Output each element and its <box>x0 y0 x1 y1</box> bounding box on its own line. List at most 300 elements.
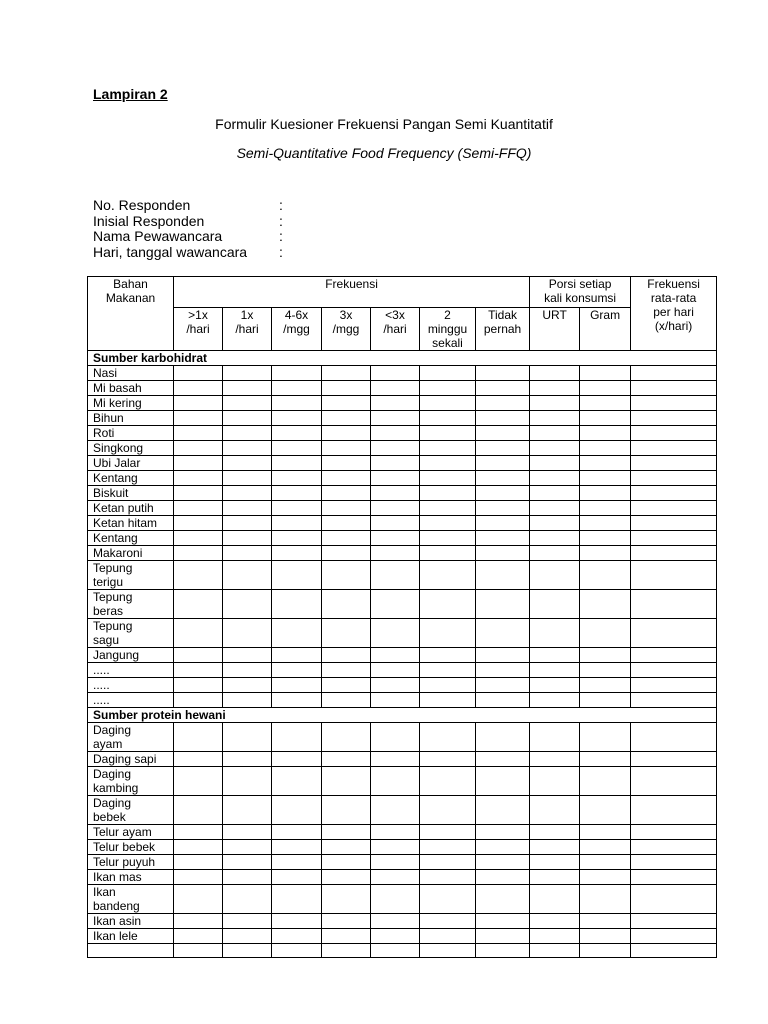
entry-cell[interactable] <box>420 396 476 411</box>
entry-cell[interactable] <box>371 456 420 471</box>
entry-cell[interactable] <box>420 456 476 471</box>
entry-cell[interactable] <box>223 767 272 796</box>
entry-cell[interactable] <box>223 914 272 929</box>
entry-cell[interactable] <box>322 723 371 752</box>
entry-cell[interactable] <box>580 561 631 590</box>
entry-cell[interactable] <box>174 723 223 752</box>
entry-cell[interactable] <box>371 590 420 619</box>
entry-cell[interactable] <box>476 546 530 561</box>
entry-cell[interactable] <box>631 531 717 546</box>
entry-cell[interactable] <box>530 678 580 693</box>
entry-cell[interactable] <box>174 411 223 426</box>
entry-cell[interactable] <box>476 914 530 929</box>
entry-cell[interactable] <box>530 929 580 944</box>
entry-cell[interactable] <box>174 516 223 531</box>
entry-cell[interactable] <box>174 929 223 944</box>
entry-cell[interactable] <box>631 796 717 825</box>
entry-cell[interactable] <box>420 678 476 693</box>
entry-cell[interactable] <box>272 396 322 411</box>
entry-cell[interactable] <box>223 885 272 914</box>
entry-cell[interactable] <box>631 663 717 678</box>
entry-cell[interactable] <box>322 678 371 693</box>
entry-cell[interactable] <box>420 531 476 546</box>
entry-cell[interactable] <box>272 752 322 767</box>
entry-cell[interactable] <box>272 648 322 663</box>
entry-cell[interactable] <box>580 944 631 958</box>
entry-cell[interactable] <box>322 796 371 825</box>
entry-cell[interactable] <box>420 426 476 441</box>
entry-cell[interactable] <box>174 486 223 501</box>
entry-cell[interactable] <box>371 411 420 426</box>
entry-cell[interactable] <box>223 678 272 693</box>
entry-cell[interactable] <box>174 381 223 396</box>
entry-cell[interactable] <box>476 471 530 486</box>
entry-cell[interactable] <box>174 825 223 840</box>
entry-cell[interactable] <box>530 471 580 486</box>
entry-cell[interactable] <box>631 723 717 752</box>
entry-cell[interactable] <box>530 486 580 501</box>
entry-cell[interactable] <box>530 752 580 767</box>
entry-cell[interactable] <box>530 546 580 561</box>
entry-cell[interactable] <box>631 840 717 855</box>
entry-cell[interactable] <box>631 855 717 870</box>
entry-cell[interactable] <box>580 929 631 944</box>
entry-cell[interactable] <box>272 825 322 840</box>
entry-cell[interactable] <box>476 944 530 958</box>
entry-cell[interactable] <box>580 885 631 914</box>
entry-cell[interactable] <box>420 723 476 752</box>
entry-cell[interactable] <box>322 752 371 767</box>
entry-cell[interactable] <box>631 619 717 648</box>
entry-cell[interactable] <box>631 501 717 516</box>
entry-cell[interactable] <box>420 693 476 708</box>
entry-cell[interactable] <box>580 855 631 870</box>
entry-cell[interactable] <box>530 366 580 381</box>
entry-cell[interactable] <box>174 840 223 855</box>
entry-cell[interactable] <box>631 752 717 767</box>
entry-cell[interactable] <box>476 456 530 471</box>
entry-cell[interactable] <box>420 825 476 840</box>
entry-cell[interactable] <box>476 693 530 708</box>
entry-cell[interactable] <box>223 619 272 648</box>
entry-cell[interactable] <box>631 914 717 929</box>
entry-cell[interactable] <box>174 885 223 914</box>
entry-cell[interactable] <box>420 752 476 767</box>
entry-cell[interactable] <box>530 381 580 396</box>
entry-cell[interactable] <box>476 752 530 767</box>
entry-cell[interactable] <box>322 648 371 663</box>
entry-cell[interactable] <box>272 914 322 929</box>
entry-cell[interactable] <box>530 426 580 441</box>
entry-cell[interactable] <box>631 411 717 426</box>
entry-cell[interactable] <box>530 723 580 752</box>
entry-cell[interactable] <box>420 870 476 885</box>
entry-cell[interactable] <box>580 590 631 619</box>
entry-cell[interactable] <box>580 648 631 663</box>
entry-cell[interactable] <box>322 619 371 648</box>
entry-cell[interactable] <box>272 663 322 678</box>
entry-cell[interactable] <box>420 855 476 870</box>
entry-cell[interactable] <box>631 396 717 411</box>
entry-cell[interactable] <box>420 840 476 855</box>
entry-cell[interactable] <box>631 929 717 944</box>
entry-cell[interactable] <box>476 441 530 456</box>
entry-cell[interactable] <box>420 501 476 516</box>
entry-cell[interactable] <box>371 396 420 411</box>
entry-cell[interactable] <box>476 381 530 396</box>
entry-cell[interactable] <box>580 870 631 885</box>
entry-cell[interactable] <box>174 914 223 929</box>
entry-cell[interactable] <box>174 944 223 958</box>
entry-cell[interactable] <box>476 767 530 796</box>
entry-cell[interactable] <box>223 870 272 885</box>
entry-cell[interactable] <box>476 796 530 825</box>
entry-cell[interactable] <box>223 441 272 456</box>
entry-cell[interactable] <box>272 870 322 885</box>
entry-cell[interactable] <box>322 471 371 486</box>
entry-cell[interactable] <box>530 561 580 590</box>
entry-cell[interactable] <box>174 693 223 708</box>
entry-cell[interactable] <box>223 723 272 752</box>
entry-cell[interactable] <box>631 486 717 501</box>
entry-cell[interactable] <box>580 619 631 648</box>
entry-cell[interactable] <box>371 929 420 944</box>
entry-cell[interactable] <box>476 825 530 840</box>
entry-cell[interactable] <box>580 531 631 546</box>
entry-cell[interactable] <box>371 486 420 501</box>
entry-cell[interactable] <box>580 486 631 501</box>
entry-cell[interactable] <box>476 870 530 885</box>
entry-cell[interactable] <box>371 870 420 885</box>
entry-cell[interactable] <box>174 796 223 825</box>
entry-cell[interactable] <box>223 825 272 840</box>
entry-cell[interactable] <box>530 663 580 678</box>
entry-cell[interactable] <box>174 441 223 456</box>
entry-cell[interactable] <box>371 546 420 561</box>
entry-cell[interactable] <box>420 471 476 486</box>
entry-cell[interactable] <box>174 396 223 411</box>
entry-cell[interactable] <box>420 381 476 396</box>
entry-cell[interactable] <box>272 411 322 426</box>
entry-cell[interactable] <box>476 929 530 944</box>
entry-cell[interactable] <box>476 396 530 411</box>
entry-cell[interactable] <box>223 426 272 441</box>
entry-cell[interactable] <box>580 456 631 471</box>
entry-cell[interactable] <box>322 546 371 561</box>
entry-cell[interactable] <box>530 456 580 471</box>
entry-cell[interactable] <box>371 678 420 693</box>
entry-cell[interactable] <box>272 767 322 796</box>
entry-cell[interactable] <box>174 561 223 590</box>
entry-cell[interactable] <box>371 885 420 914</box>
entry-cell[interactable] <box>631 767 717 796</box>
entry-cell[interactable] <box>476 663 530 678</box>
entry-cell[interactable] <box>174 767 223 796</box>
entry-cell[interactable] <box>223 396 272 411</box>
entry-cell[interactable] <box>223 944 272 958</box>
entry-cell[interactable] <box>580 693 631 708</box>
entry-cell[interactable] <box>580 366 631 381</box>
entry-cell[interactable] <box>371 825 420 840</box>
entry-cell[interactable] <box>631 516 717 531</box>
entry-cell[interactable] <box>580 381 631 396</box>
entry-cell[interactable] <box>580 825 631 840</box>
entry-cell[interactable] <box>371 944 420 958</box>
entry-cell[interactable] <box>322 501 371 516</box>
entry-cell[interactable] <box>272 426 322 441</box>
entry-cell[interactable] <box>322 486 371 501</box>
entry-cell[interactable] <box>174 426 223 441</box>
entry-cell[interactable] <box>530 914 580 929</box>
entry-cell[interactable] <box>420 648 476 663</box>
entry-cell[interactable] <box>272 441 322 456</box>
entry-cell[interactable] <box>476 516 530 531</box>
entry-cell[interactable] <box>174 663 223 678</box>
entry-cell[interactable] <box>322 590 371 619</box>
entry-cell[interactable] <box>322 944 371 958</box>
entry-cell[interactable] <box>174 590 223 619</box>
entry-cell[interactable] <box>420 914 476 929</box>
entry-cell[interactable] <box>322 381 371 396</box>
entry-cell[interactable] <box>223 796 272 825</box>
entry-cell[interactable] <box>476 619 530 648</box>
entry-cell[interactable] <box>580 678 631 693</box>
entry-cell[interactable] <box>322 914 371 929</box>
entry-cell[interactable] <box>580 796 631 825</box>
entry-cell[interactable] <box>272 855 322 870</box>
entry-cell[interactable] <box>530 516 580 531</box>
entry-cell[interactable] <box>371 531 420 546</box>
entry-cell[interactable] <box>631 885 717 914</box>
entry-cell[interactable] <box>580 411 631 426</box>
entry-cell[interactable] <box>530 885 580 914</box>
entry-cell[interactable] <box>420 441 476 456</box>
entry-cell[interactable] <box>631 648 717 663</box>
entry-cell[interactable] <box>272 929 322 944</box>
entry-cell[interactable] <box>272 796 322 825</box>
entry-cell[interactable] <box>580 752 631 767</box>
entry-cell[interactable] <box>322 929 371 944</box>
entry-cell[interactable] <box>371 561 420 590</box>
entry-cell[interactable] <box>223 546 272 561</box>
entry-cell[interactable] <box>420 411 476 426</box>
entry-cell[interactable] <box>530 441 580 456</box>
entry-cell[interactable] <box>272 531 322 546</box>
entry-cell[interactable] <box>530 944 580 958</box>
entry-cell[interactable] <box>371 381 420 396</box>
entry-cell[interactable] <box>420 366 476 381</box>
entry-cell[interactable] <box>371 619 420 648</box>
entry-cell[interactable] <box>223 486 272 501</box>
entry-cell[interactable] <box>322 693 371 708</box>
entry-cell[interactable] <box>371 441 420 456</box>
entry-cell[interactable] <box>631 561 717 590</box>
entry-cell[interactable] <box>174 752 223 767</box>
entry-cell[interactable] <box>530 648 580 663</box>
entry-cell[interactable] <box>272 546 322 561</box>
entry-cell[interactable] <box>371 855 420 870</box>
entry-cell[interactable] <box>174 546 223 561</box>
entry-cell[interactable] <box>371 471 420 486</box>
entry-cell[interactable] <box>476 855 530 870</box>
entry-cell[interactable] <box>530 870 580 885</box>
entry-cell[interactable] <box>174 456 223 471</box>
entry-cell[interactable] <box>476 885 530 914</box>
entry-cell[interactable] <box>174 471 223 486</box>
entry-cell[interactable] <box>530 619 580 648</box>
entry-cell[interactable] <box>631 944 717 958</box>
entry-cell[interactable] <box>476 678 530 693</box>
entry-cell[interactable] <box>420 767 476 796</box>
entry-cell[interactable] <box>272 516 322 531</box>
entry-cell[interactable] <box>223 411 272 426</box>
entry-cell[interactable] <box>272 381 322 396</box>
entry-cell[interactable] <box>322 396 371 411</box>
entry-cell[interactable] <box>530 825 580 840</box>
entry-cell[interactable] <box>223 366 272 381</box>
entry-cell[interactable] <box>174 619 223 648</box>
entry-cell[interactable] <box>631 590 717 619</box>
entry-cell[interactable] <box>272 471 322 486</box>
entry-cell[interactable] <box>322 411 371 426</box>
entry-cell[interactable] <box>272 501 322 516</box>
entry-cell[interactable] <box>272 590 322 619</box>
entry-cell[interactable] <box>420 619 476 648</box>
entry-cell[interactable] <box>322 840 371 855</box>
entry-cell[interactable] <box>530 590 580 619</box>
entry-cell[interactable] <box>476 411 530 426</box>
entry-cell[interactable] <box>223 381 272 396</box>
entry-cell[interactable] <box>631 693 717 708</box>
entry-cell[interactable] <box>174 366 223 381</box>
entry-cell[interactable] <box>223 516 272 531</box>
entry-cell[interactable] <box>530 855 580 870</box>
entry-cell[interactable] <box>322 855 371 870</box>
entry-cell[interactable] <box>631 456 717 471</box>
entry-cell[interactable] <box>476 723 530 752</box>
entry-cell[interactable] <box>322 885 371 914</box>
entry-cell[interactable] <box>174 678 223 693</box>
entry-cell[interactable] <box>322 366 371 381</box>
entry-cell[interactable] <box>223 693 272 708</box>
entry-cell[interactable] <box>223 929 272 944</box>
entry-cell[interactable] <box>371 723 420 752</box>
entry-cell[interactable] <box>530 501 580 516</box>
entry-cell[interactable] <box>322 531 371 546</box>
entry-cell[interactable] <box>272 619 322 648</box>
entry-cell[interactable] <box>371 693 420 708</box>
entry-cell[interactable] <box>371 767 420 796</box>
entry-cell[interactable] <box>580 663 631 678</box>
entry-cell[interactable] <box>420 546 476 561</box>
entry-cell[interactable] <box>530 531 580 546</box>
entry-cell[interactable] <box>223 501 272 516</box>
entry-cell[interactable] <box>272 693 322 708</box>
entry-cell[interactable] <box>631 381 717 396</box>
entry-cell[interactable] <box>371 426 420 441</box>
entry-cell[interactable] <box>371 796 420 825</box>
entry-cell[interactable] <box>580 840 631 855</box>
entry-cell[interactable] <box>420 796 476 825</box>
entry-cell[interactable] <box>223 531 272 546</box>
entry-cell[interactable] <box>223 648 272 663</box>
entry-cell[interactable] <box>174 870 223 885</box>
entry-cell[interactable] <box>223 663 272 678</box>
entry-cell[interactable] <box>476 531 530 546</box>
entry-cell[interactable] <box>631 426 717 441</box>
entry-cell[interactable] <box>371 914 420 929</box>
entry-cell[interactable] <box>272 723 322 752</box>
entry-cell[interactable] <box>420 561 476 590</box>
entry-cell[interactable] <box>322 441 371 456</box>
entry-cell[interactable] <box>580 471 631 486</box>
entry-cell[interactable] <box>223 561 272 590</box>
entry-cell[interactable] <box>420 885 476 914</box>
entry-cell[interactable] <box>272 944 322 958</box>
entry-cell[interactable] <box>530 693 580 708</box>
entry-cell[interactable] <box>476 840 530 855</box>
entry-cell[interactable] <box>223 855 272 870</box>
entry-cell[interactable] <box>476 366 530 381</box>
entry-cell[interactable] <box>631 546 717 561</box>
entry-cell[interactable] <box>580 501 631 516</box>
entry-cell[interactable] <box>420 663 476 678</box>
entry-cell[interactable] <box>420 590 476 619</box>
entry-cell[interactable] <box>322 561 371 590</box>
entry-cell[interactable] <box>476 486 530 501</box>
entry-cell[interactable] <box>580 546 631 561</box>
entry-cell[interactable] <box>580 396 631 411</box>
entry-cell[interactable] <box>476 648 530 663</box>
entry-cell[interactable] <box>223 840 272 855</box>
entry-cell[interactable] <box>371 501 420 516</box>
entry-cell[interactable] <box>371 840 420 855</box>
entry-cell[interactable] <box>580 426 631 441</box>
entry-cell[interactable] <box>174 855 223 870</box>
entry-cell[interactable] <box>272 486 322 501</box>
entry-cell[interactable] <box>322 825 371 840</box>
entry-cell[interactable] <box>580 914 631 929</box>
entry-cell[interactable] <box>631 366 717 381</box>
entry-cell[interactable] <box>580 441 631 456</box>
entry-cell[interactable] <box>322 767 371 796</box>
entry-cell[interactable] <box>420 944 476 958</box>
entry-cell[interactable] <box>272 366 322 381</box>
entry-cell[interactable] <box>223 471 272 486</box>
entry-cell[interactable] <box>322 426 371 441</box>
entry-cell[interactable] <box>530 411 580 426</box>
entry-cell[interactable] <box>580 767 631 796</box>
entry-cell[interactable] <box>631 471 717 486</box>
entry-cell[interactable] <box>322 516 371 531</box>
entry-cell[interactable] <box>631 870 717 885</box>
entry-cell[interactable] <box>580 723 631 752</box>
entry-cell[interactable] <box>420 929 476 944</box>
entry-cell[interactable] <box>223 456 272 471</box>
entry-cell[interactable] <box>476 561 530 590</box>
entry-cell[interactable] <box>476 590 530 619</box>
entry-cell[interactable] <box>174 531 223 546</box>
entry-cell[interactable] <box>631 678 717 693</box>
entry-cell[interactable] <box>530 796 580 825</box>
entry-cell[interactable] <box>580 516 631 531</box>
entry-cell[interactable] <box>420 486 476 501</box>
entry-cell[interactable] <box>322 663 371 678</box>
entry-cell[interactable] <box>371 648 420 663</box>
entry-cell[interactable] <box>272 561 322 590</box>
entry-cell[interactable] <box>530 396 580 411</box>
entry-cell[interactable] <box>371 752 420 767</box>
